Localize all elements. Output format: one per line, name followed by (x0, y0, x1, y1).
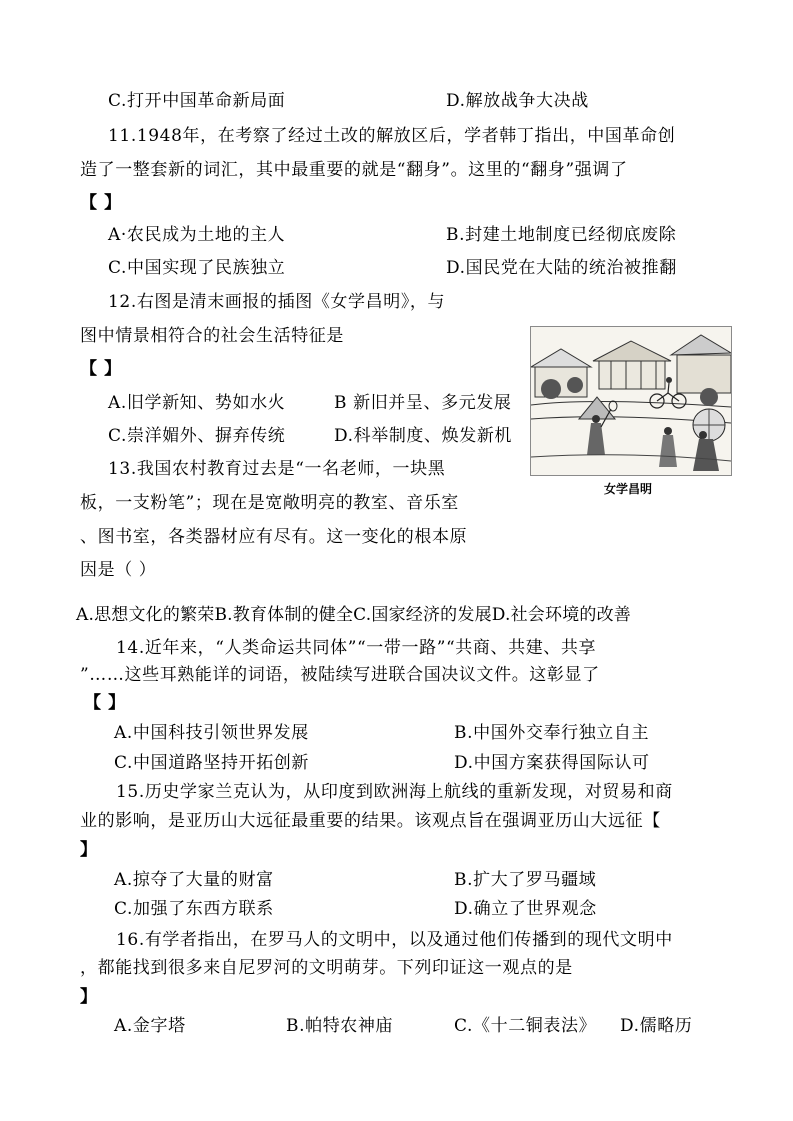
q12-option-b: B 新旧并呈、多元发展 (334, 393, 512, 413)
q12-stem-line1: 12.右图是清末画报的插图《女学昌明》，与 (108, 292, 446, 312)
q16-option-a: A.金字塔 (114, 1016, 186, 1036)
q15-option-d: D.确立了世界观念 (454, 899, 597, 919)
q12-illustration (530, 326, 732, 476)
q11-option-a: A·农民成为土地的主人 (108, 225, 286, 245)
q15-stem-line2: 业的影响，是亚历山大远征最重要的结果。该观点旨在强调亚历山大远征【 (80, 811, 661, 831)
q13-options: A.思想文化的繁荣B.教育体制的健全C.国家经济的发展D.社会环境的改善 (76, 605, 632, 625)
q12-option-a: A.旧学新知、势如水火 (108, 393, 286, 413)
q13-stem-line1: 13.我国农村教育过去是“一名老师，一块黑 (108, 459, 446, 479)
q16-stem-line2: ，都能找到很多来自尼罗河的文明萌芽。下列印证这一观点的是 (80, 958, 573, 978)
q14-option-b: B.中国外交奉行独立自主 (454, 723, 650, 743)
q12-option-c: C.崇洋媚外、摒弃传统 (108, 426, 286, 446)
q16-option-c: C.《十二铜表法》 (454, 1016, 597, 1036)
q14-option-c: C.中国道路坚持开拓创新 (114, 753, 310, 773)
q12-stem-line2: 图中情景相符合的社会生活特征是 (80, 326, 344, 346)
q15-stem-line1: 15.历史学家兰克认为，从印度到欧洲海上航线的重新发现，对贸易和商 (116, 782, 673, 802)
q12-illustration-drawing (531, 327, 731, 475)
q11-answer-bracket: 【 】 (80, 193, 122, 213)
q11-stem-line2: 造了一整套新的词汇，其中最重要的就是“翻身”。这里的“翻身”强调了 (80, 160, 628, 180)
q13-stem-line2: 板，一支粉笔”；现在是宽敞明亮的教室、音乐室 (80, 493, 459, 513)
q12-illustration-caption: 女学昌明 (604, 482, 653, 496)
q15-option-a: A.掠夺了大量的财富 (114, 870, 274, 890)
q14-option-d: D.中国方案获得国际认可 (454, 753, 650, 773)
q15-option-b: B.扩大了罗马疆域 (454, 870, 597, 890)
q15-bracket-close: 】 (80, 840, 98, 860)
q16-stem-line1: 16.有学者指出，在罗马人的文明中，以及通过他们传播到的现代文明中 (116, 930, 673, 950)
q12-answer-bracket: 【 】 (80, 359, 122, 379)
q16-option-d: D.儒略历 (620, 1016, 693, 1036)
q10-option-d: D.解放战争大决战 (446, 91, 589, 111)
q14-stem-line1: 14.近年来，“人类命运共同体”“一带一路”“共商、共建、共享 (116, 638, 597, 658)
q13-stem-line4: 因是（ ） (80, 560, 157, 580)
q16-bracket-close: 】 (80, 987, 98, 1007)
q12-option-d: D.科举制度、焕发新机 (334, 426, 513, 446)
q14-answer-bracket: 【 】 (84, 693, 126, 713)
q15-option-c: C.加强了东西方联系 (114, 899, 274, 919)
q11-stem-line1: 11.1948年，在考察了经过土改的解放区后，学者韩丁指出，中国革命创 (108, 126, 676, 146)
q11-option-c: C.中国实现了民族独立 (108, 258, 286, 278)
q13-stem-line3: 、图书室，各类器材应有尽有。这一变化的根本原 (80, 527, 468, 547)
q14-stem-line2: ”……这些耳熟能详的词语，被陆续写进联合国决议文件。这彰显了 (80, 665, 600, 685)
q16-option-b: B.帕特农神庙 (286, 1016, 394, 1036)
q11-option-d: D.国民党在大陆的统治被推翻 (446, 258, 677, 278)
q11-option-b: B.封建土地制度已经彻底废除 (446, 225, 677, 245)
q10-option-c: C.打开中国革命新局面 (108, 91, 286, 111)
q14-option-a: A.中国科技引领世界发展 (114, 723, 309, 743)
